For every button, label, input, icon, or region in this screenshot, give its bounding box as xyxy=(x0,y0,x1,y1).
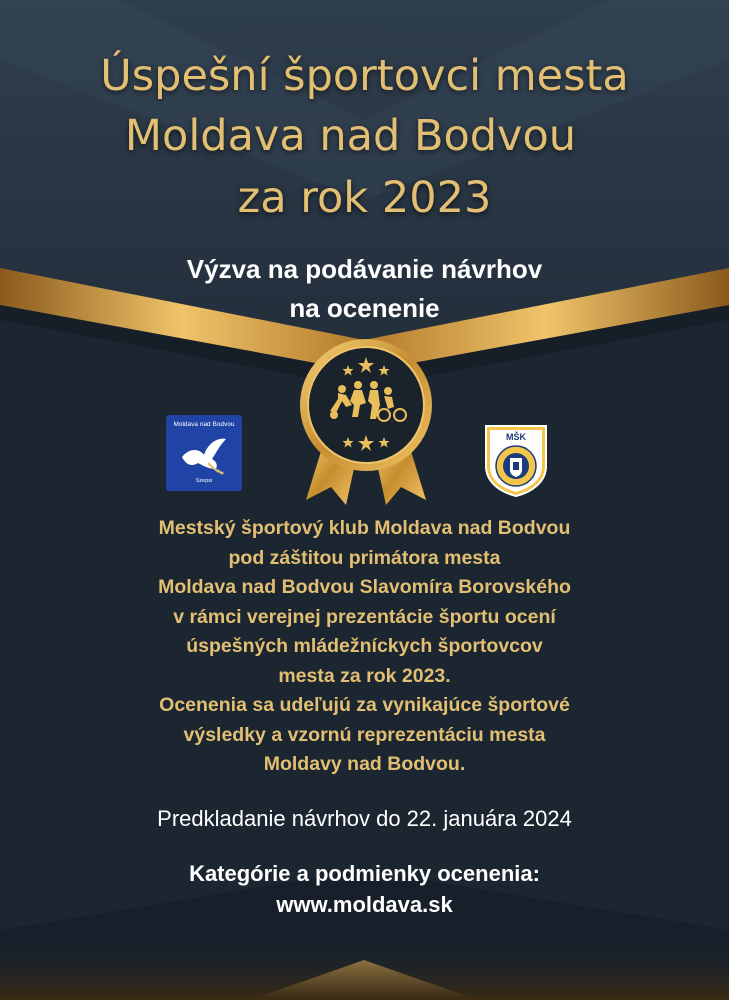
deadline-text: Predkladanie návrhov do 22. januára 2024 xyxy=(157,806,572,831)
body-line: Ocenenia sa udeľujú za vynikajúce športové xyxy=(159,694,570,716)
logo-moldava-dove xyxy=(166,415,242,491)
logo-right-top-text: MŠK xyxy=(506,432,526,442)
logo-msk-shield xyxy=(482,422,550,498)
title-line-3: za rok 2023 xyxy=(237,173,492,223)
body-line: úspešných mládežníckych športovcov xyxy=(186,635,543,657)
body-line: mesta za rok 2023. xyxy=(278,664,451,687)
body-paragraph xyxy=(0,514,729,780)
title-line-1: Úspešní športovci mesta xyxy=(100,51,629,101)
body-line: Mestský športový klub Moldava nad Bodvou xyxy=(158,517,571,539)
logo-left-top-text: Moldava nad Bodvou xyxy=(173,421,235,428)
dove-icon xyxy=(178,433,230,477)
subtitle-line-2: na ocenenie xyxy=(289,293,440,323)
medal-icon xyxy=(296,335,436,510)
body-line: v rámci verejnej prezentácie športu ocení xyxy=(173,605,556,628)
title-line-2: Moldava nad Bodvou xyxy=(124,111,577,161)
body-line: Moldava nad Bodvou Slavomíra Borovského xyxy=(158,576,571,598)
body-line: pod záštitou primátora mesta xyxy=(228,546,501,569)
body-line: výsledky a vzornú reprezentáciu mesta xyxy=(183,723,546,746)
categories-label: Kategórie a podmienky ocenenia: xyxy=(189,861,540,886)
website-link[interactable]: www.moldava.sk xyxy=(276,892,453,917)
logo-left-bottom-text: Szepsi xyxy=(195,478,213,484)
body-line: Moldavy nad Bodvou. xyxy=(263,753,466,775)
subtitle-line-1: Výzva na podávanie návrhov xyxy=(186,254,543,284)
